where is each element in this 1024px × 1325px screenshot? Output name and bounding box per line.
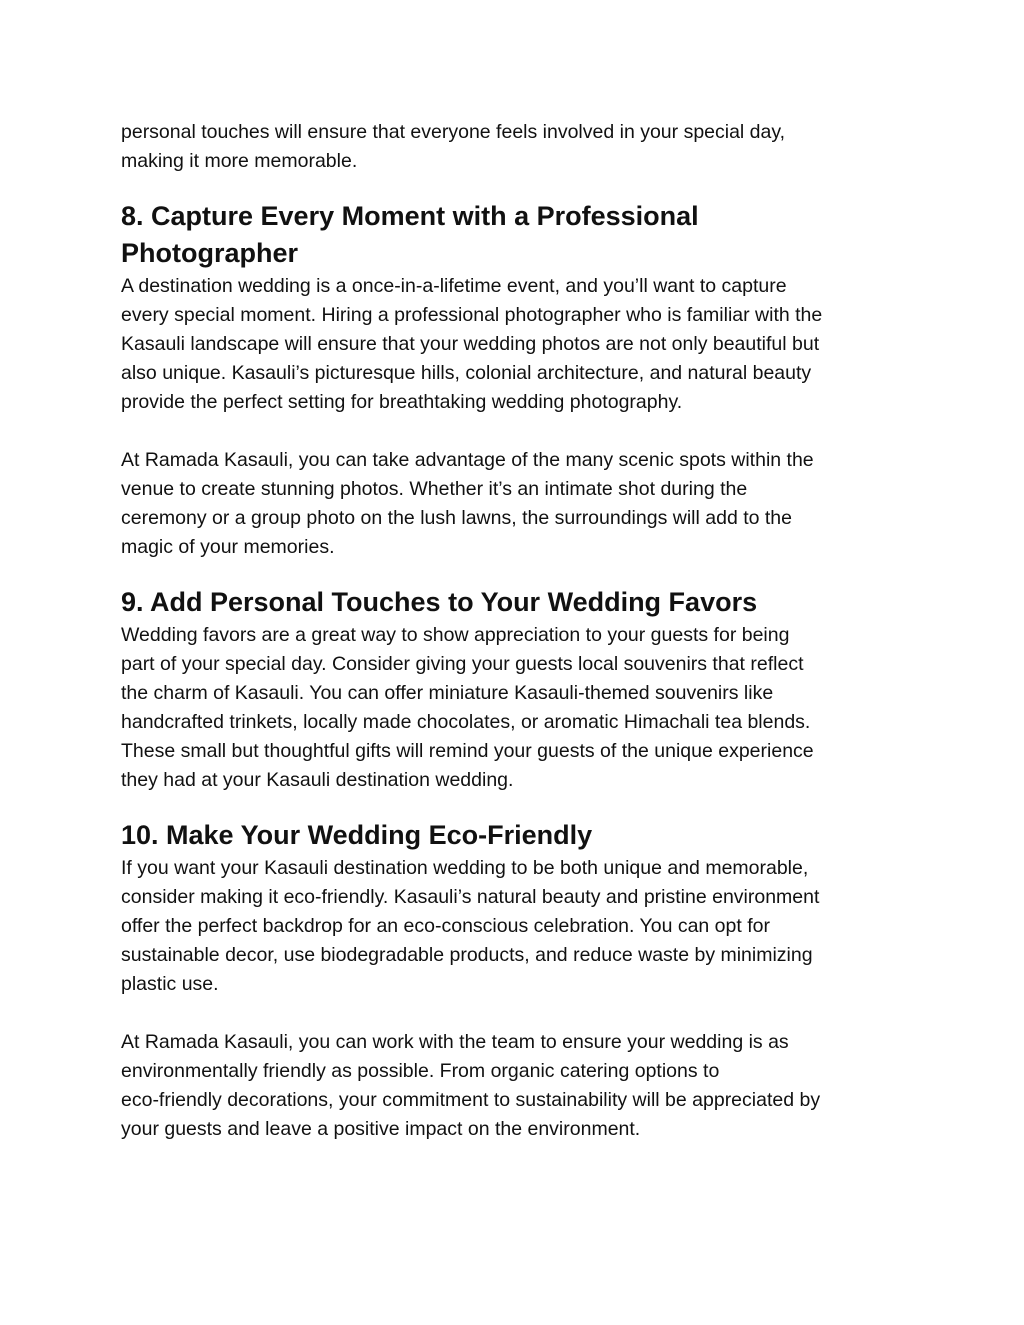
intro-paragraph	[121, 118, 921, 176]
text-line: personal touches will ensure that everyone feels involved in your special day,	[121, 121, 786, 143]
text-line: If you want your Kasauli destination wedding to be both unique and memorable,	[121, 857, 809, 879]
text-line: offer the perfect backdrop for an eco-conscious celebration. You can opt for	[121, 915, 770, 937]
text-line: your guests and leave a positive impact on the environment.	[121, 1118, 641, 1140]
section-8-paragraph-1	[121, 272, 921, 417]
section-heading-9	[121, 584, 921, 621]
text-line: making it more memorable.	[121, 150, 358, 172]
text-line: plastic use.	[121, 973, 219, 995]
text-line: every special moment. Hiring a professional photographer who is familiar with the	[121, 304, 823, 326]
text-line: the charm of Kasauli. You can offer miniature Kasauli-themed souvenirs like	[121, 682, 774, 704]
text-line: provide the perfect setting for breathtaking wedding photography.	[121, 391, 683, 413]
section-8-paragraph-2	[121, 446, 921, 562]
text-line: Wedding favors are a great way to show appreciation to your guests for being	[121, 624, 790, 646]
section-10-paragraph-1	[121, 854, 921, 999]
text-line: they had at your Kasauli destination wedding.	[121, 769, 514, 791]
text-line: eco-friendly decorations, your commitment to sustainability will be appreciated by	[121, 1089, 821, 1111]
text-line: also unique. Kasauli’s picturesque hills, colonial architecture, and natural beauty	[121, 362, 812, 384]
section-10-paragraph-2	[121, 1028, 921, 1144]
text-line: At Ramada Kasauli, you can work with the team to ensure your wedding is as	[121, 1031, 789, 1053]
text-line: environmentally friendly as possible. From organic catering options to	[121, 1060, 720, 1082]
text-line: A destination wedding is a once-in-a-lifetime event, and you’ll want to capture	[121, 275, 787, 297]
text-line: consider making it eco-friendly. Kasauli’s natural beauty and pristine environment	[121, 886, 820, 908]
section-heading-10	[121, 817, 921, 854]
text-line: These small but thoughtful gifts will remind your guests of the unique experience	[121, 740, 814, 762]
text-line: ceremony or a group photo on the lush lawns, the surroundings will add to the	[121, 507, 792, 529]
section-9-paragraph-1	[121, 621, 921, 795]
document-page	[121, 118, 921, 1144]
heading-line: 9. Add Personal Touches to Your Wedding Favors	[121, 587, 758, 617]
text-line: magic of your memories.	[121, 536, 335, 558]
heading-line: Photographer	[121, 238, 299, 268]
text-line: part of your special day. Consider giving your guests local souvenirs that reflect	[121, 653, 804, 675]
text-line: At Ramada Kasauli, you can take advantage of the many scenic spots within the	[121, 449, 814, 471]
text-line: handcrafted trinkets, locally made chocolates, or aromatic Himachali tea blends.	[121, 711, 811, 733]
section-heading-8	[121, 198, 921, 272]
heading-line: 8. Capture Every Moment with a Professional	[121, 201, 699, 231]
text-line: venue to create stunning photos. Whether it’s an intimate shot during the	[121, 478, 748, 500]
heading-line: 10. Make Your Wedding Eco-Friendly	[121, 820, 593, 850]
text-line: Kasauli landscape will ensure that your wedding photos are not only beautiful but	[121, 333, 820, 355]
text-line: sustainable decor, use biodegradable products, and reduce waste by minimizing	[121, 944, 813, 966]
